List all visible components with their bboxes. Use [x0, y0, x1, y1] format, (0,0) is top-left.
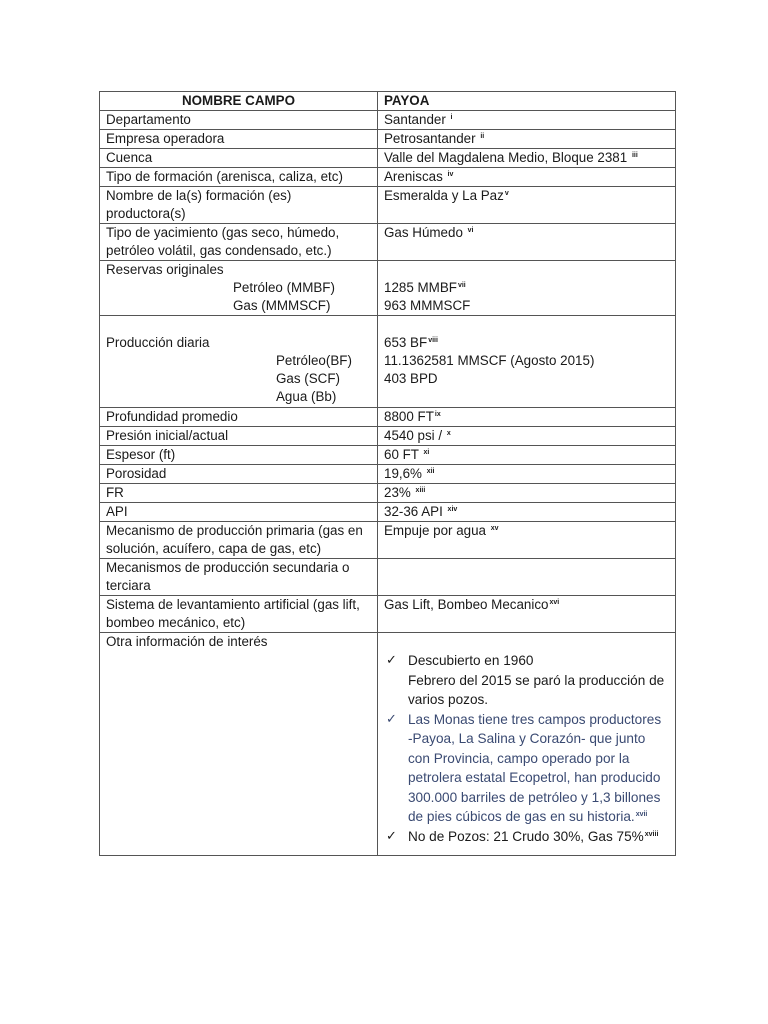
header-field-name: PAYOA	[378, 92, 676, 111]
list-item	[386, 827, 669, 847]
row-value	[378, 503, 676, 522]
table-row	[100, 427, 676, 446]
footnote-ref: v	[504, 190, 509, 197]
agua-sublabel: Agua (Bb)	[276, 389, 337, 404]
row-label	[100, 261, 378, 316]
row-label: Empresa operadora	[100, 130, 378, 149]
petroleo-sublabel: Petróleo(BF)	[276, 353, 352, 368]
checkmark-icon: ✓	[386, 653, 397, 668]
footnote-ref: iii	[631, 152, 638, 159]
footnote-ref: ii	[480, 133, 485, 140]
list-item	[386, 710, 669, 827]
value-text: 19,6%	[384, 466, 422, 481]
footnote-ref: xiii	[415, 487, 426, 494]
row-label: Porosidad	[100, 465, 378, 484]
footnote-ref: x	[446, 430, 451, 437]
table-row	[100, 224, 676, 261]
footnote-ref: vi	[467, 227, 474, 234]
table-row	[100, 187, 676, 224]
produccion-value-1: 653 BF	[384, 335, 428, 350]
row-label: Mecanismos de producción secundaria o terciara	[100, 559, 378, 596]
row-value	[378, 261, 676, 316]
row-value	[378, 427, 676, 446]
row-label: Presión inicial/actual	[100, 427, 378, 446]
row-value	[378, 316, 676, 408]
list-item	[386, 671, 669, 710]
note-text: Las Monas tiene tres campos productores -Payoa, La Salina y Corazón- que junto con Provincia, campo operado por la petrolera estatal Ecopetrol, han producido 300.000 barriles de petróleo y 1,3 billones de pies cúbicos de gas en su historia.	[408, 711, 662, 824]
petroleo-sublabel: Petróleo (MMBF)	[233, 280, 335, 295]
footnote-ref: i	[450, 114, 453, 121]
row-value	[378, 224, 676, 261]
value-text: 32-36 API	[384, 504, 443, 519]
table-row	[100, 408, 676, 427]
row-label: Profundidad promedio	[100, 408, 378, 427]
row-value	[378, 168, 676, 187]
footnote-ref: xii	[426, 468, 435, 475]
row-value	[378, 559, 676, 596]
list-item	[386, 651, 669, 671]
value-text: Gas Húmedo	[384, 225, 463, 240]
field-data-table	[99, 91, 676, 856]
row-label: Mecanismo de producción primaria (gas en solución, acuífero, capa de gas, etc)	[100, 522, 378, 559]
produccion-value-3: 403 BPD	[384, 371, 438, 386]
row-label: Tipo de yacimiento (gas seco, húmedo, petróleo volátil, gas condensado, etc.)	[100, 224, 378, 261]
footnote-ref: vii	[457, 282, 466, 289]
table-row	[100, 168, 676, 187]
row-value	[378, 465, 676, 484]
row-value	[378, 633, 676, 856]
produccion-label: Producción diaria	[106, 335, 210, 350]
header-nombre-campo: NOMBRE CAMPO	[100, 92, 378, 111]
notes-list	[384, 651, 669, 846]
gas-reserve-value: 963 MMMSCF	[384, 298, 471, 313]
value-text: 23%	[384, 485, 411, 500]
footnote-ref: xvii	[635, 811, 648, 818]
value-text: Gas Lift, Bombeo Mecanico	[384, 597, 549, 612]
note-text: No de Pozos: 21 Crudo 30%, Gas 75%	[408, 828, 644, 844]
footnote-ref: xviii	[644, 830, 659, 838]
checkmark-icon: ✓	[386, 711, 397, 727]
footnote-ref: xiv	[447, 506, 458, 513]
value-text: 60 FT	[384, 447, 419, 462]
table-row	[100, 111, 676, 130]
produccion-value-2: 11.1362581 MMSCF (Agosto 2015)	[384, 353, 595, 368]
footnote-ref: xi	[423, 449, 430, 456]
table-row	[100, 522, 676, 559]
table-row-produccion	[100, 316, 676, 408]
row-label: Cuenca	[100, 149, 378, 168]
row-label: Nombre de la(s) formación (es) productora(s)	[100, 187, 378, 224]
table-row	[100, 465, 676, 484]
footnote-ref: xvi	[549, 599, 560, 606]
row-label: API	[100, 503, 378, 522]
footnote-ref: ix	[434, 411, 441, 418]
row-label	[100, 316, 378, 408]
petroleo-reserve-value: 1285 MMBF	[384, 280, 457, 295]
footnote-ref: xv	[490, 525, 499, 532]
table-row	[100, 446, 676, 465]
gas-sublabel: Gas (SCF)	[276, 371, 340, 386]
value-text: Santander	[384, 112, 446, 127]
table-row-otra	[100, 633, 676, 856]
row-label: Sistema de levantamiento artificial (gas lift, bombeo mecánico, etc)	[100, 596, 378, 633]
reservas-label: Reservas originales	[106, 262, 224, 277]
value-text: 8800 FT	[384, 409, 434, 424]
table-row	[100, 130, 676, 149]
row-label: Tipo de formación (arenisca, caliza, etc)	[100, 168, 378, 187]
value-text: Valle del Magdalena Medio, Bloque 2381	[384, 150, 628, 165]
row-label: Departamento	[100, 111, 378, 130]
row-label: Otra información de interés	[100, 633, 378, 856]
table-row	[100, 484, 676, 503]
value-text: Esmeralda y La Paz	[384, 188, 504, 203]
table-row	[100, 503, 676, 522]
row-value	[378, 522, 676, 559]
table-header-row	[100, 92, 676, 111]
row-label: Espesor (ft)	[100, 446, 378, 465]
value-text: Empuje por agua	[384, 523, 486, 538]
note-text: Descubierto en 1960	[408, 653, 534, 668]
table-row-reservas	[100, 261, 676, 316]
footnote-ref: iv	[447, 171, 454, 178]
footnote-ref: viii	[428, 337, 438, 344]
table-row	[100, 559, 676, 596]
checkmark-icon: ✓	[386, 828, 397, 844]
row-value	[378, 130, 676, 149]
row-value	[378, 596, 676, 633]
row-label: FR	[100, 484, 378, 503]
value-text: 4540 psi /	[384, 428, 443, 443]
value-text: Areniscas	[384, 169, 443, 184]
value-text: Petrosantander	[384, 131, 476, 146]
row-value	[378, 446, 676, 465]
row-value	[378, 408, 676, 427]
row-value	[378, 149, 676, 168]
row-value	[378, 111, 676, 130]
row-value	[378, 187, 676, 224]
table-row	[100, 149, 676, 168]
row-value	[378, 484, 676, 503]
table-row	[100, 596, 676, 633]
gas-sublabel: Gas (MMMSCF)	[233, 298, 331, 313]
note-text: Febrero del 2015 se paró la producción de varios pozos.	[408, 672, 665, 707]
